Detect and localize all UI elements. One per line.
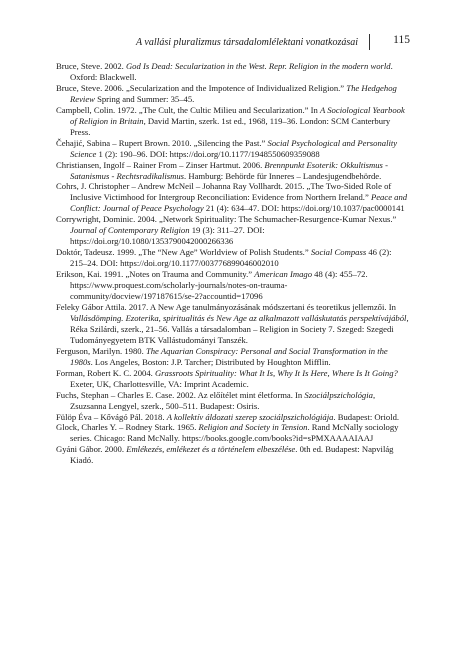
ref-italic: The Hedgehog Review	[70, 82, 397, 104]
reference-list	[56, 61, 410, 466]
ref-text: Čehajić, Sabina – Rupert Brown. 2010. „Silencing the Past.”	[56, 137, 268, 148]
ref-text: 48 (4): 455–72. https://www.proquest.com/scholarly-journals/notes-on-trauma-community/docview/197187615/se-2?accountid=17096	[70, 269, 368, 302]
ref-text: Fuchs, Stephan – Charles E. Case. 2002. Az előítélet mint életforma. In	[56, 389, 305, 400]
ref-text: 1 (2): 190–96. DOI: https://doi.org/10.1177/1948550609359088	[96, 148, 320, 159]
ref-italic: Grassroots Spirituality: What It Is, Why It Is Here, Where Is It Going?	[154, 367, 398, 378]
ref-text: Bruce, Steve. 2002.	[56, 61, 126, 71]
ref-text: , Zsuzsanna Lengyel, szerk., 500–511. Budapest: Osiris.	[70, 389, 376, 411]
ref-text: Doktór, Tadeusz. 1999. „The “New Age” Worldview of Polish Students.”	[56, 247, 311, 258]
ref-text: . Rand McNally sociology series. Chicago: Rand McNally. https://books.google.com/books?id=sPMXAAAAIAAJ	[70, 422, 399, 444]
reference-entry	[56, 390, 410, 412]
ref-italic: American Imago	[254, 269, 313, 280]
ref-italic: Vallásdömping. Ezoterika, spiritualitás és New Age az alkalmazott valláskutatás perspektívájából	[70, 312, 407, 323]
ref-text: Spring and Summer: 35–45.	[94, 93, 195, 104]
ref-italic: Religion and Society in Tension	[198, 422, 308, 433]
ref-text: 46 (2): 215–24. DOI: https://doi.org/10.1177/003776899046002010	[70, 247, 392, 269]
ref-italic: A kollektív áldozati szerep szociálpszichológiája	[166, 411, 334, 422]
reference-entry	[56, 302, 410, 346]
reference-entry	[56, 247, 410, 269]
reference-entry	[56, 412, 410, 423]
ref-text: Fülöp Éva – Kővágó Pál. 2018.	[56, 411, 167, 422]
ref-text: 21 (4): 634–47. DOI: https://doi.org/10.1037/pac0000141	[203, 203, 405, 214]
ref-text: Forman, Robert K. C. 2004.	[56, 367, 155, 378]
ref-italic: Brennpunkt Esoterik: Okkultismus - Satanismus - Rechtsradikalismus	[70, 159, 388, 181]
ref-italic: Journal of Contemporary Religion	[70, 225, 190, 236]
ref-italic: Emlékezés, emlékezet és a történelem elbeszélése	[126, 444, 296, 455]
reference-entry	[56, 444, 410, 466]
reference-entry	[56, 160, 410, 182]
ref-text: Feleky Gábor Attila. 2017. A New Age tanulmányozásának módszertani és teoretikus jellemzői. In	[56, 301, 396, 312]
running-header-title: A vallási pluralizmus társadalomlélektani vonatkozásai	[135, 37, 358, 48]
ref-italic: Social Compass	[310, 247, 367, 258]
ref-text: . Oxford: Blackwell.	[70, 61, 393, 82]
reference-entry	[56, 214, 410, 247]
reference-entry	[56, 422, 410, 444]
ref-text: . Budapest: Oriold.	[333, 411, 400, 422]
header-divider	[369, 34, 370, 50]
ref-text: Ferguson, Marilyn. 1980.	[56, 345, 146, 356]
ref-text: . Hamburg: Behörde für Inneres – Landesjugendbehörde.	[184, 170, 382, 181]
reference-entry	[56, 83, 410, 105]
ref-text: . 0th ed. Budapest: Napvilág Kiadó.	[70, 444, 394, 466]
ref-italic: Peace and Conflict: Journal of Peace Psychology	[70, 192, 408, 214]
page-number: 115	[393, 34, 410, 46]
ref-text: Erikson, Kai. 1991. „Notes on Trauma and Community.”	[56, 269, 255, 280]
ref-italic: Social Psychological and Personality Science	[70, 137, 398, 159]
ref-text: Campbell, Colin. 1972. „The Cult, the Cultic Milieu and Secularization.” In	[56, 104, 320, 115]
ref-text: Corrywright, Dominic. 2004. „Network Spirituality: The Schumacher-Resurgence-Kumar Nexus.”	[56, 214, 397, 225]
reference-entry	[56, 346, 410, 368]
reference-entry	[56, 269, 410, 302]
ref-text: , Réka Szilárdi, szerk., 21–56. Vallás a társadalomban – Religion in Society 7. Szeged: Szegedi Tudományegyetem BTK Vallástudományi Tanszék.	[70, 312, 409, 345]
ref-text: , David Martin, szerk. 1st ed., 1968, 119–36. London: SCM Canterbury Press.	[70, 115, 391, 137]
ref-text: . Los Angeles, Boston: J.P. Tarcher; Distributed by Houghton Mifflin.	[90, 356, 331, 367]
ref-italic: Szociálpszichológia	[304, 389, 373, 400]
ref-text: Bruce, Steve. 2006. „Secularization and the Impotence of Individualized Religion.”	[56, 82, 347, 93]
ref-text: 19 (3): 311–27. DOI: https://doi.org/10.1080/1353790042000266336	[70, 225, 265, 247]
running-header	[56, 34, 410, 54]
ref-text: Glock, Charles Y. – Rodney Stark. 1965.	[56, 422, 199, 433]
ref-italic: God Is Dead: Secularization in the West. Repr. Religion in the modern world	[125, 61, 391, 71]
ref-text: Exeter, UK, Charlottesville, VA: Imprint Academic.	[70, 378, 249, 389]
ref-text: Christiansen, Ingolf – Rainer From – Zinser Hartmut. 2006.	[56, 159, 265, 170]
ref-italic: The Aquarian Conspiracy: Personal and Social Transformation in the 1980s	[70, 345, 388, 367]
reference-entry	[56, 61, 410, 83]
reference-entry	[56, 368, 410, 390]
ref-text: Gyáni Gábor. 2000.	[56, 444, 127, 455]
reference-entry	[56, 105, 410, 138]
reference-entry	[56, 138, 410, 160]
reference-entry	[56, 181, 410, 214]
ref-text: Cohrs, J. Christopher – Andrew McNeil – Johanna Ray Vollhardt. 2015. „The Two-Sided Role of Inclusive Victimhood for Intergroup Reconciliation: Evidence from Northern Ireland.”	[56, 181, 392, 203]
ref-italic: A Sociological Yearbook of Religion in Britain	[70, 104, 405, 126]
